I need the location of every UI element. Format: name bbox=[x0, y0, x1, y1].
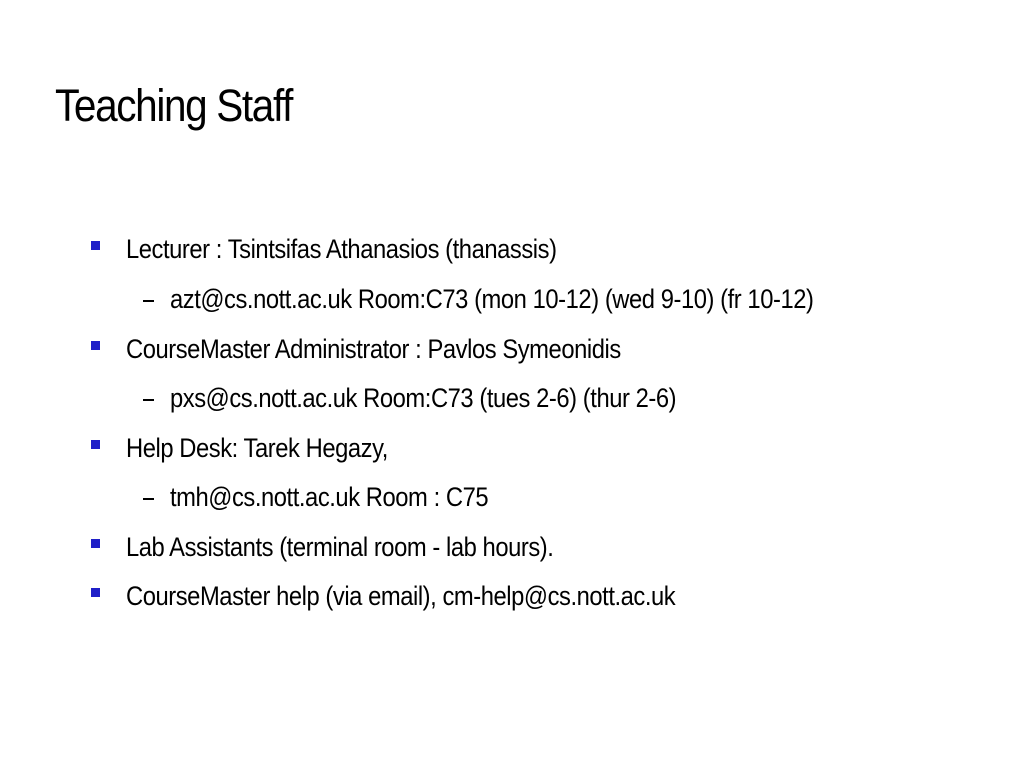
square-bullet-icon bbox=[91, 440, 100, 449]
dash-bullet-icon bbox=[143, 399, 154, 401]
bullet-item-lab-assistants: Lab Assistants (terminal room - lab hours). bbox=[126, 532, 554, 562]
square-bullet-icon bbox=[91, 341, 100, 350]
sub-item-administrator-contact: pxs@cs.nott.ac.uk Room:C73 (tues 2-6) (thur 2-6) bbox=[170, 383, 677, 413]
dash-bullet-icon bbox=[143, 498, 154, 500]
square-bullet-icon bbox=[91, 241, 100, 250]
slide-title: Teaching Staff bbox=[55, 80, 293, 131]
bullet-item-lecturer: Lecturer : Tsintsifas Athanasios (thanassis) bbox=[126, 234, 557, 264]
sub-item-lecturer-contact: azt@cs.nott.ac.uk Room:C73 (mon 10-12) (wed 9-10) (fr 10-12) bbox=[170, 284, 814, 314]
bullet-item-administrator: CourseMaster Administrator : Pavlos Symeonidis bbox=[126, 334, 621, 364]
bullet-item-help-desk: Help Desk: Tarek Hegazy, bbox=[126, 433, 388, 463]
square-bullet-icon bbox=[91, 588, 100, 597]
dash-bullet-icon bbox=[143, 300, 154, 302]
sub-item-help-desk-contact: tmh@cs.nott.ac.uk Room : C75 bbox=[170, 482, 489, 512]
bullet-item-coursemaster-help: CourseMaster help (via email), cm-help@cs.nott.ac.uk bbox=[126, 581, 676, 611]
square-bullet-icon bbox=[91, 539, 100, 548]
